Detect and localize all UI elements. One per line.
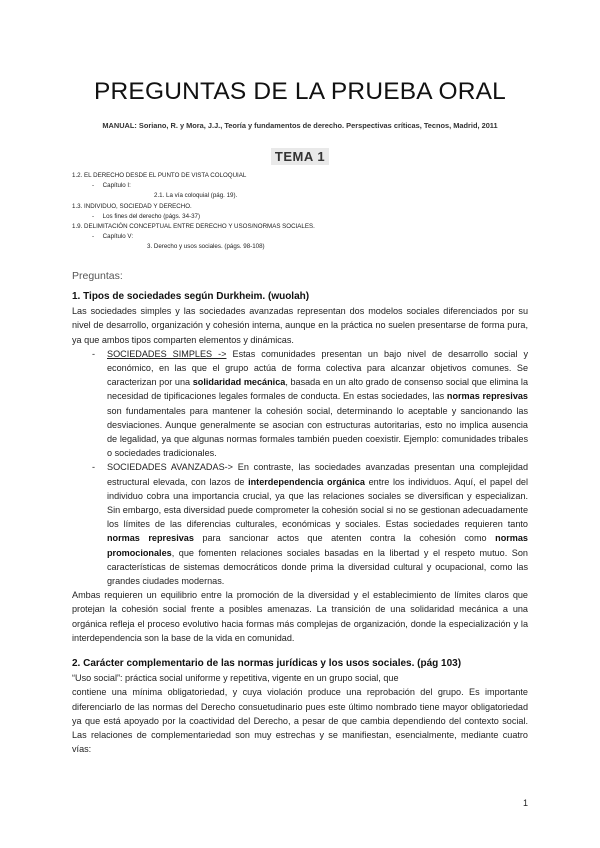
preguntas-label: Preguntas: bbox=[72, 270, 123, 282]
toc-dash: - bbox=[92, 233, 95, 241]
question-2-heading: 2. Carácter complementario de las normas jurídicas y los usos sociales. (pág 103) bbox=[72, 658, 462, 670]
bullet-text: para sancionar actos que atenten contra la cohesión como bbox=[193, 533, 496, 544]
toc-item-label: Capítulo I: bbox=[102, 182, 131, 190]
toc-item: 2.1. La vía coloquial (pág. 19). bbox=[154, 192, 238, 200]
toc-dash: - bbox=[92, 212, 95, 220]
toc-item-label: Los fines del derecho (págs. 34-37) bbox=[102, 212, 201, 220]
bullet-sociedades-simples bbox=[72, 347, 528, 461]
question-1-intro: Las sociedades simples y las sociedades avanzadas representan dos modelos sociales diferenciados por su nivel de desarrollo, organización y cohesión interna, aunque en la práctica no suelen presentarse de forma pura, ya que ambos tipos comparten elementos y dinámicas. bbox=[72, 306, 528, 345]
main-content bbox=[72, 290, 528, 757]
bullet-dash: - bbox=[92, 462, 96, 473]
question-1-heading: 1. Tipos de sociedades según Durkheim. (wuolah) bbox=[72, 291, 310, 302]
toc-item bbox=[72, 232, 542, 242]
manual-reference: MANUAL: Soriano, R. y Mora, J.J., Teoría y fundamentos de derecho. Perspectivas críticas, Tecnos, Madrid, 2011 bbox=[102, 121, 498, 130]
bold-term: solidaridad mecánica bbox=[192, 377, 286, 388]
bullet-text: entre los individuos. Aquí, el papel del individuo cobra una importancia crucial, ya que las relaciones sociales se diversifican y especializan. Sin embargo, esta diversidad puede comprometer la cohesión social si no se gestionan adecuadamente los límites de las diferencias culturales, económicas y sociales. Estas sociedades requieren tanto bbox=[107, 476, 529, 530]
toc-item: 1.2. EL DERECHO DESDE EL PUNTO DE VISTA COLOQUIAL bbox=[72, 172, 247, 179]
bullet-label: SOCIEDADES AVANZADAS-> bbox=[107, 462, 233, 473]
question-1-conclusion: Ambas requieren un equilibrio entre la promoción de la diversidad y el establecimiento de límites claros que protejan la cohesión social frente a posibles amenazas. La transición de una solidaridad mecánica a una orgánica refleja el proceso evolutivo hacia formas más complejas de organización, donde la especialización y la interdependencia son la base de la vida en comunidad. bbox=[72, 590, 528, 643]
toc-item-label: Capítulo V: bbox=[102, 233, 134, 241]
bullet-text: , basada en un alto grado de consenso social que elimina la necesidad de tipificaciones legales formales de conducta. En estas sociedades, las bbox=[107, 377, 528, 402]
table-of-contents bbox=[72, 171, 542, 253]
question-2-body: contiene una mínima obligatoriedad, y cuya violación produce una reprobación del grupo. Es importante diferenciarlo de las normas del Derecho consuetudinario pues este último nombrado tiene mayor obligatoriedad ya que está apoyado por la coactividad del Derecho, a pesar de que cambia dependiendo del contexto social. Las relaciones de complementariedad son muy estrechas y se manifiestan, esencialmente, mediante cuatro vías: bbox=[72, 687, 528, 755]
toc-item: 1.9. DELIMITACIÓN CONCEPTUAL ENTRE DERECHO Y USOS/NORMAS SOCIALES. bbox=[72, 223, 315, 231]
toc-item: 1.3. INDIVIDUO, SOCIEDAD Y DERECHO. bbox=[72, 202, 192, 210]
bullet-text: son fundamentales para mantener la cohesión social, determinando lo aceptable y sancionando las desviaciones. Aunque generalmente se asocian con estructuras autoritarias, esto no implica ausencia de legalidad, ya que algunas normas formales también pueden coexistir. Ejemplo: comunidades tribales o sociedades tradicionales. bbox=[107, 405, 528, 459]
bullet-label: SOCIEDADES SIMPLES -> bbox=[107, 348, 227, 359]
toc-dash: - bbox=[92, 182, 95, 190]
bold-term: normas promocionales bbox=[107, 533, 528, 558]
bullet-dash: - bbox=[92, 348, 96, 359]
page-number: 1 bbox=[523, 798, 529, 808]
bullet-text: Estas comunidades presentan un bajo nivel de desarrollo social y económico, en las que el grupo actúa de forma colectiva para alcanzar objetivos comunes. Se caracterizan por una bbox=[107, 348, 528, 388]
bullet-sociedades-avanzadas bbox=[72, 460, 528, 588]
bullet-text: , que fomenten relaciones sociales basadas en la libertad y el respeto mutuo. Son características de sistemas democráticos donde prima la diversidad cultural y ocupacional, como las grandes ciudades modernas. bbox=[107, 547, 528, 587]
bullet-text: En contraste, las sociedades avanzadas presentan una complejidad estructural elevada, con lazos de bbox=[107, 462, 529, 487]
toc-item bbox=[72, 212, 542, 222]
tema-heading-wrap bbox=[0, 148, 600, 166]
toc-item: 3. Derecho y usos sociales. (págs. 98-108) bbox=[147, 243, 265, 251]
bold-term: normas represivas bbox=[107, 533, 194, 544]
question-2-line1: “Uso social”: práctica social uniforme y repetitiva, vigente en un grupo social, que bbox=[72, 673, 399, 684]
toc-item bbox=[72, 181, 542, 191]
tema-heading: TEMA 1 bbox=[271, 148, 329, 165]
document-title: PREGUNTAS DE LA PRUEBA ORAL bbox=[93, 78, 507, 105]
bold-term: normas represivas bbox=[446, 391, 528, 402]
bold-term: interdependencia orgánica bbox=[248, 476, 365, 487]
